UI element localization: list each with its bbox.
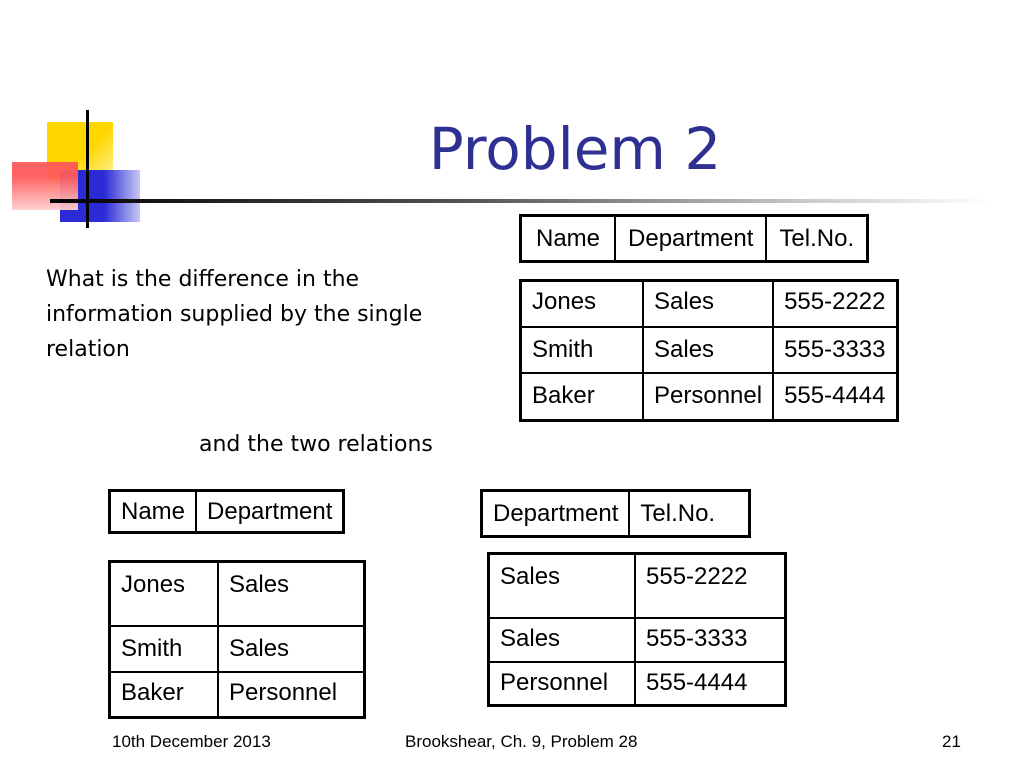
and-text: and the two relations — [199, 432, 433, 457]
table-row — [110, 672, 365, 718]
table-cell: 555-3333 — [773, 327, 897, 373]
table-row — [110, 562, 365, 626]
table-cell: 555-4444 — [773, 373, 897, 421]
header-cell: Department — [482, 491, 630, 537]
table-cell: Personnel — [218, 672, 365, 718]
table-row — [521, 327, 898, 373]
table-cell: Sales — [489, 554, 636, 618]
table-cell: Smith — [110, 626, 219, 672]
table-cell: Sales — [643, 281, 773, 327]
table-row — [489, 662, 786, 706]
table-cell: Baker — [110, 672, 219, 718]
table-cell: Jones — [521, 281, 644, 327]
table-row — [521, 373, 898, 421]
table-cell: Sales — [489, 618, 636, 662]
single-relation-body — [519, 279, 899, 422]
vertical-line — [86, 110, 89, 228]
table-cell: Personnel — [489, 662, 636, 706]
table-row — [110, 626, 365, 672]
table-cell: Smith — [521, 327, 644, 373]
table-cell: Personnel — [643, 373, 773, 421]
relation-a-header — [108, 489, 345, 534]
header-cell: Tel.No. — [766, 216, 867, 262]
header-cell: Name — [110, 491, 197, 533]
table-row — [489, 618, 786, 662]
table-cell: 555-2222 — [773, 281, 897, 327]
footer-source: Brookshear, Ch. 9, Problem 28 — [405, 732, 638, 751]
header-cell: Department — [196, 491, 344, 533]
table-row — [489, 554, 786, 618]
slide-title: Problem 2 — [428, 115, 722, 183]
title-underline — [50, 199, 990, 203]
header-cell: Tel.No. — [629, 491, 750, 537]
footer-date: 10th December 2013 — [112, 732, 271, 751]
table-cell: 555-4444 — [635, 662, 786, 706]
header-cell: Name — [521, 216, 616, 262]
table-cell: Baker — [521, 373, 644, 421]
table-cell: Jones — [110, 562, 219, 626]
table-cell: Sales — [218, 562, 365, 626]
relation-a-body — [108, 560, 366, 719]
table-cell: Sales — [643, 327, 773, 373]
table-row — [521, 281, 898, 327]
table-cell: 555-2222 — [635, 554, 786, 618]
single-relation-header — [519, 214, 869, 263]
table-cell: Sales — [218, 626, 365, 672]
question-text: What is the difference in the information supplied by the single relation — [46, 267, 423, 362]
table-cell: 555-3333 — [635, 618, 786, 662]
relation-b-body — [487, 552, 787, 707]
header-cell: Department — [615, 216, 766, 262]
decorative-squares — [12, 110, 142, 230]
page-number: 21 — [942, 732, 961, 751]
relation-b-header — [480, 489, 751, 538]
